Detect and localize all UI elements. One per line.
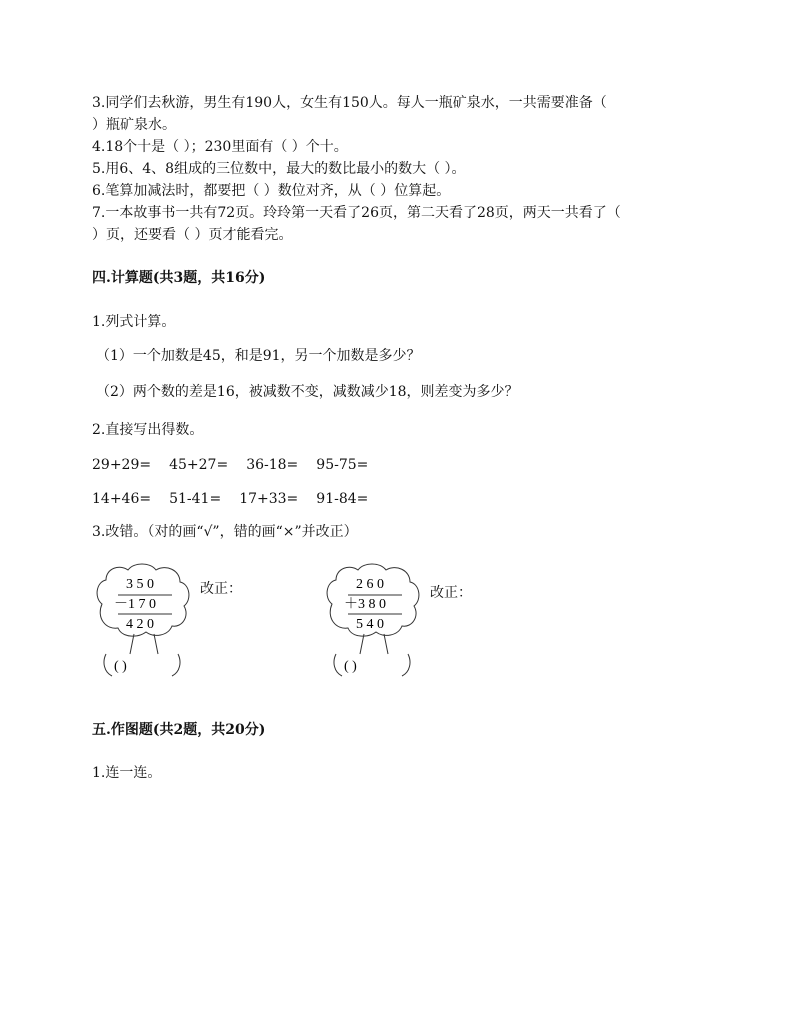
calc-q2-title: 2.直接写出得数。: [92, 422, 204, 438]
calc-q3-title: 3.改错。（对的画“√”，错的画“×”并改正）: [92, 524, 358, 540]
tree-illustration-1: [92, 562, 197, 682]
expr: 91-84=: [316, 491, 369, 507]
tree1-mid: －1 7 0: [114, 597, 156, 612]
draw-q1-title: 1.连一连。: [92, 765, 162, 781]
calc-q1-title: 1.列式计算。: [92, 314, 176, 330]
q6: 6.笔算加减法时，都要把（ ）数位对齐，从（ ）位算起。: [92, 183, 451, 199]
fix-label-1: 改正：: [200, 581, 242, 597]
expr: 36-18=: [246, 457, 299, 473]
calc-q1-a: （1）一个加数是45，和是91，另一个加数是多少？: [96, 348, 421, 364]
tree2-mid: ＋3 8 0: [344, 597, 386, 612]
expr: 45+27=: [169, 457, 229, 473]
tree2-paren: ( ): [344, 659, 357, 674]
tree-illustration-2: [322, 562, 427, 682]
mental-math-row-1: [92, 455, 386, 475]
calc-q1-b: （2）两个数的差是16，被减数不变，减数减少18，则差变为多少？: [96, 384, 519, 400]
expr: 29+29=: [92, 457, 152, 473]
tree1-paren: ( ): [114, 659, 127, 674]
q5: 5.用6、4、8组成的三位数中，最大的数比最小的数大（ ）。: [92, 161, 466, 177]
q7-line1: 7.一本故事书一共有72页。玲玲第一天看了26页，第二天看了28页，两天一共看了（: [92, 205, 621, 221]
q7-line2: ）页，还要看（ ）页才能看完。: [92, 227, 293, 243]
tree2-res: 5 4 0: [356, 617, 384, 632]
mental-math-row-2: [92, 489, 386, 509]
q3-line1: 3.同学们去秋游，男生有190人，女生有150人。每人一瓶矿泉水，一共需要准备（: [92, 95, 607, 111]
q4: 4.18个十是（ ）；230里面有（ ）个十。: [92, 139, 348, 155]
expr: 51-41=: [169, 491, 222, 507]
section4-title: 四.计算题(共3题，共16分): [92, 270, 266, 286]
tree1-res: 4 2 0: [126, 617, 154, 632]
tree1-top: 3 5 0: [126, 577, 154, 592]
fix-label-2: 改正：: [430, 585, 472, 601]
expr: 14+46=: [92, 491, 152, 507]
section5-title: 五.作图题(共2题，共20分): [92, 722, 266, 738]
expr: 95-75=: [316, 457, 369, 473]
tree2-top: 2 6 0: [356, 577, 384, 592]
q3-line2: ）瓶矿泉水。: [92, 117, 176, 133]
expr: 17+33=: [239, 491, 299, 507]
